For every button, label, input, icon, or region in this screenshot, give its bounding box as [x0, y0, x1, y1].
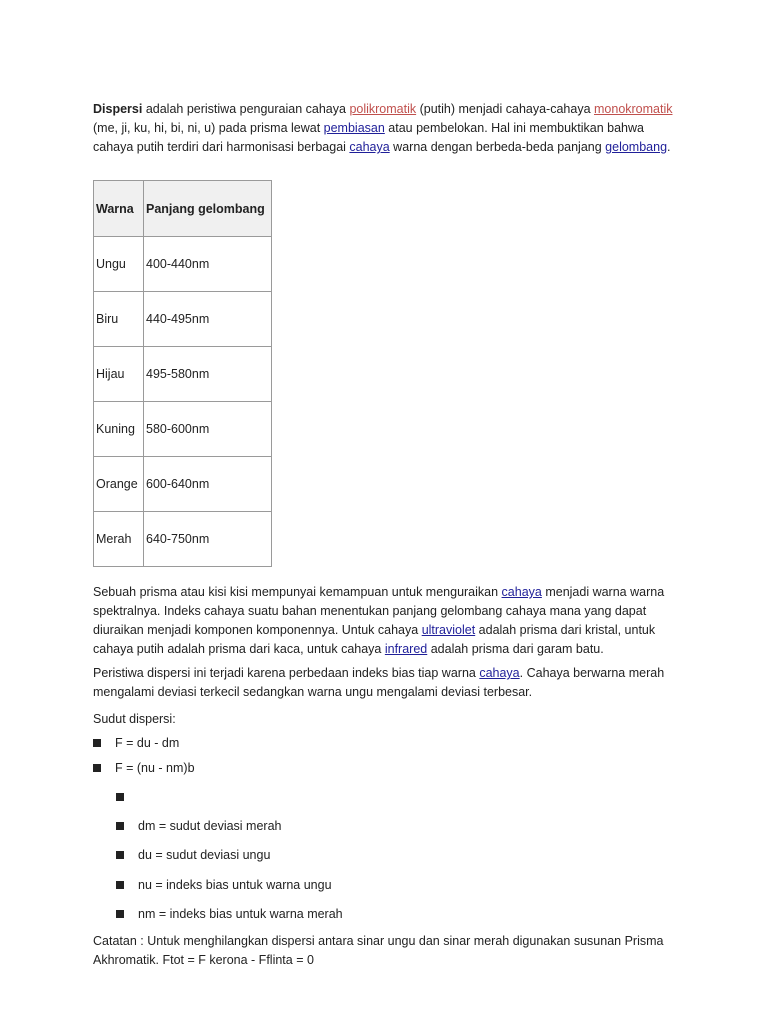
table-row: [94, 402, 272, 457]
link-polikromatik[interactable]: polikromatik: [349, 102, 417, 116]
bullet-square-icon: [93, 739, 101, 747]
table-row: [94, 457, 272, 512]
cell-wavelength: 600-640nm: [144, 457, 272, 512]
wavelength-table: [93, 180, 272, 567]
link-gelombang[interactable]: gelombang: [605, 140, 668, 154]
bullet-square-icon: [116, 881, 124, 889]
list-item: nu = indeks bias untuk warna ungu: [116, 876, 332, 894]
term-dispersi: Dispersi: [93, 102, 143, 116]
bullet-square-icon: [116, 851, 124, 859]
table-row: [94, 512, 272, 567]
cell-wavelength: 640-750nm: [144, 512, 272, 567]
header-panjang-gelombang: Panjang gelombang: [144, 181, 272, 237]
link-pembiasan[interactable]: pembiasan: [323, 121, 385, 135]
list-item: du = sudut deviasi ungu: [116, 846, 270, 864]
cell-color: Hijau: [94, 347, 144, 402]
list-item: F = du - dm: [93, 734, 179, 752]
prism-paragraph: Sebuah prisma atau kisi kisi mempunyai kemampuan untuk menguraikan cahaya menjadi warna warna spektralnya. Indeks cahaya suatu bahan menentukan panjang gelombang cahaya mana yang dapat diuraikan menjadi komponen komponennya. Untuk cahaya ultraviolet adalah prisma dari kristal, untuk cahaya putih adalah prisma dari kaca, untuk cahaya infrared adalah prisma dari garam batu.: [93, 585, 665, 656]
link-infrared[interactable]: infrared: [384, 642, 428, 656]
intro-paragraph: Dispersi adalah peristiwa penguraian cahaya polikromatik (putih) menjadi cahaya-cahaya monokromatik (me, ji, ku, hi, bi, ni, u) pada prisma lewat pembiasan atau pembelokan. Hal ini membuktikan bahwa cahaya putih terdiri dari harmonisasi berbagai cahaya warna dengan berbeda-beda panjang gelombang.: [93, 102, 673, 154]
table-row: [94, 292, 272, 347]
sudut-dispersi-label: Sudut dispersi:: [93, 712, 176, 726]
table-row: [94, 237, 272, 292]
bullet-square-icon: [116, 910, 124, 918]
link-cahaya[interactable]: cahaya: [349, 140, 390, 154]
cell-wavelength: 580-600nm: [144, 402, 272, 457]
bullet-square-icon: [116, 793, 124, 801]
list-item: dm = sudut deviasi merah: [116, 817, 281, 835]
link-monokromatik[interactable]: monokromatik: [594, 102, 673, 116]
cell-color: Kuning: [94, 402, 144, 457]
list-item: F = (nu - nm)b: [93, 759, 195, 777]
list-item: nm = indeks bias untuk warna merah: [116, 905, 343, 923]
deviation-paragraph: Peristiwa dispersi ini terjadi karena perbedaan indeks bias tiap warna cahaya. Cahaya berwarna merah mengalami deviasi terkecil sedangkan warna ungu mengalami deviasi terbesar.: [93, 666, 665, 699]
cell-color: Merah: [94, 512, 144, 567]
table-header-row: [94, 181, 272, 237]
table-row: [94, 347, 272, 402]
header-warna: Warna: [94, 181, 144, 237]
list-item: [116, 788, 138, 806]
cell-color: Biru: [94, 292, 144, 347]
bullet-square-icon: [116, 822, 124, 830]
link-cahaya-3[interactable]: cahaya: [479, 666, 520, 680]
cell-wavelength: 440-495nm: [144, 292, 272, 347]
link-cahaya-2[interactable]: cahaya: [501, 585, 542, 599]
link-ultraviolet[interactable]: ultraviolet: [421, 623, 476, 637]
cell-color: Ungu: [94, 237, 144, 292]
bullet-square-icon: [93, 764, 101, 772]
catatan-note: Catatan : Untuk menghilangkan dispersi antara sinar ungu dan sinar merah digunakan susunan Prisma Akhromatik. Ftot = F kerona - Fflinta = 0: [93, 934, 664, 967]
cell-color: Orange: [94, 457, 144, 512]
cell-wavelength: 495-580nm: [144, 347, 272, 402]
cell-wavelength: 400-440nm: [144, 237, 272, 292]
